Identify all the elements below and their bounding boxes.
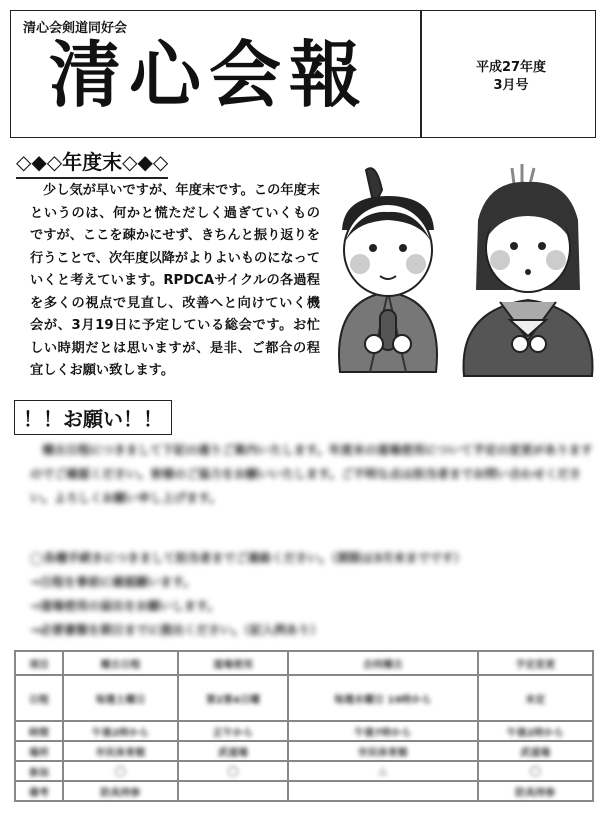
hina-dolls-illustration bbox=[318, 160, 600, 384]
table-row bbox=[15, 761, 593, 781]
issue-year: 平成27年度 bbox=[475, 60, 547, 75]
request-paragraph: 稽古日程につきまして下記の通りご案内いたします。年度末の道場使用について予定の変更がありますのでご確認ください。皆様のご協力をお願いいたします。ご不明な点は担当者までお問い合わせください。よろしくお願い申し上げます。 bbox=[30, 443, 593, 505]
table-cell: 日程 bbox=[15, 675, 63, 721]
list-item: →道場使用の届出をお願いします。 bbox=[30, 599, 220, 613]
column-header: 稽古日程 bbox=[63, 651, 178, 675]
table-cell: 市民体育館 bbox=[288, 741, 478, 761]
table-cell: 防具持参 bbox=[63, 781, 178, 801]
table-cell: ◯ bbox=[63, 761, 178, 781]
year-end-heading: ◇◆◇年度末◇◆◇ bbox=[16, 146, 168, 179]
table-row bbox=[15, 781, 593, 801]
table-cell: 場所 bbox=[15, 741, 63, 761]
request-list bbox=[30, 546, 596, 642]
male-doll-icon bbox=[339, 168, 437, 372]
table-cell: 第2第4日曜 bbox=[178, 675, 288, 721]
schedule-table bbox=[14, 650, 594, 802]
table-cell: 備考 bbox=[15, 781, 63, 801]
table-cell: 武道場 bbox=[178, 741, 288, 761]
club-name: 清心会剣道同好会 bbox=[23, 21, 128, 36]
table-row bbox=[15, 721, 593, 741]
request-heading: ！！お願い！！ bbox=[14, 400, 172, 435]
table-cell: 午後2時から bbox=[478, 721, 593, 741]
masthead bbox=[10, 10, 596, 138]
table-cell: 午後7時から bbox=[288, 721, 478, 741]
column-header: 合同稽古 bbox=[288, 651, 478, 675]
table-row bbox=[15, 741, 593, 761]
female-doll-icon bbox=[464, 164, 593, 376]
table-cell: 市民体育館 bbox=[63, 741, 178, 761]
list-item: →日程を事前に確認願います。 bbox=[30, 575, 196, 589]
newsletter-title: 清心会報 bbox=[49, 32, 370, 117]
table-cell: 参加 bbox=[15, 761, 63, 781]
table-header-row bbox=[15, 651, 593, 675]
table-cell: 防具持参 bbox=[478, 781, 593, 801]
column-header: 項目 bbox=[15, 651, 63, 675]
issue-info bbox=[431, 59, 591, 95]
table-cell: ◯ bbox=[178, 761, 288, 781]
issue-month: 3月号 bbox=[493, 78, 529, 93]
table-cell: 午後2時から bbox=[63, 721, 178, 741]
table-cell bbox=[178, 781, 288, 801]
table-cell bbox=[288, 781, 478, 801]
list-item: ◯各種手続きにつきまして担当者までご連絡ください。（期限は3月末までです） bbox=[30, 551, 466, 565]
list-item: →必要書類を期日までに提出ください。（記入例あり） bbox=[30, 623, 323, 637]
column-header: 予定変更 bbox=[478, 651, 593, 675]
table-cell: 時間 bbox=[15, 721, 63, 741]
table-cell: 武道場 bbox=[478, 741, 593, 761]
masthead-divider bbox=[420, 11, 422, 137]
table-cell: 未定 bbox=[478, 675, 593, 721]
year-end-body: 少し気が早いですが、年度末です。この年度末というのは、何かと慌ただしく過ぎていくものですが、ここを疎かにせず、きちんと振り返りを行うことで、次年度以降がよりよいものになっていくと考えています。RPDCAサイクルの各過程を多くの視点で見直し、改善へと向けていく機会が、3月19日に予定している総会です。お忙しい時期だとは思いますが、是非、ご都合の程宜しくお願い致します。 bbox=[30, 183, 320, 378]
table-cell: 正午から bbox=[178, 721, 288, 741]
column-header: 道場使用 bbox=[178, 651, 288, 675]
table-row bbox=[15, 675, 593, 721]
table-cell: ◯ bbox=[478, 761, 593, 781]
table-cell: 毎週水曜日 19時から bbox=[288, 675, 478, 721]
table-cell: 毎週土曜日 bbox=[63, 675, 178, 721]
table-cell: △ bbox=[288, 761, 478, 781]
